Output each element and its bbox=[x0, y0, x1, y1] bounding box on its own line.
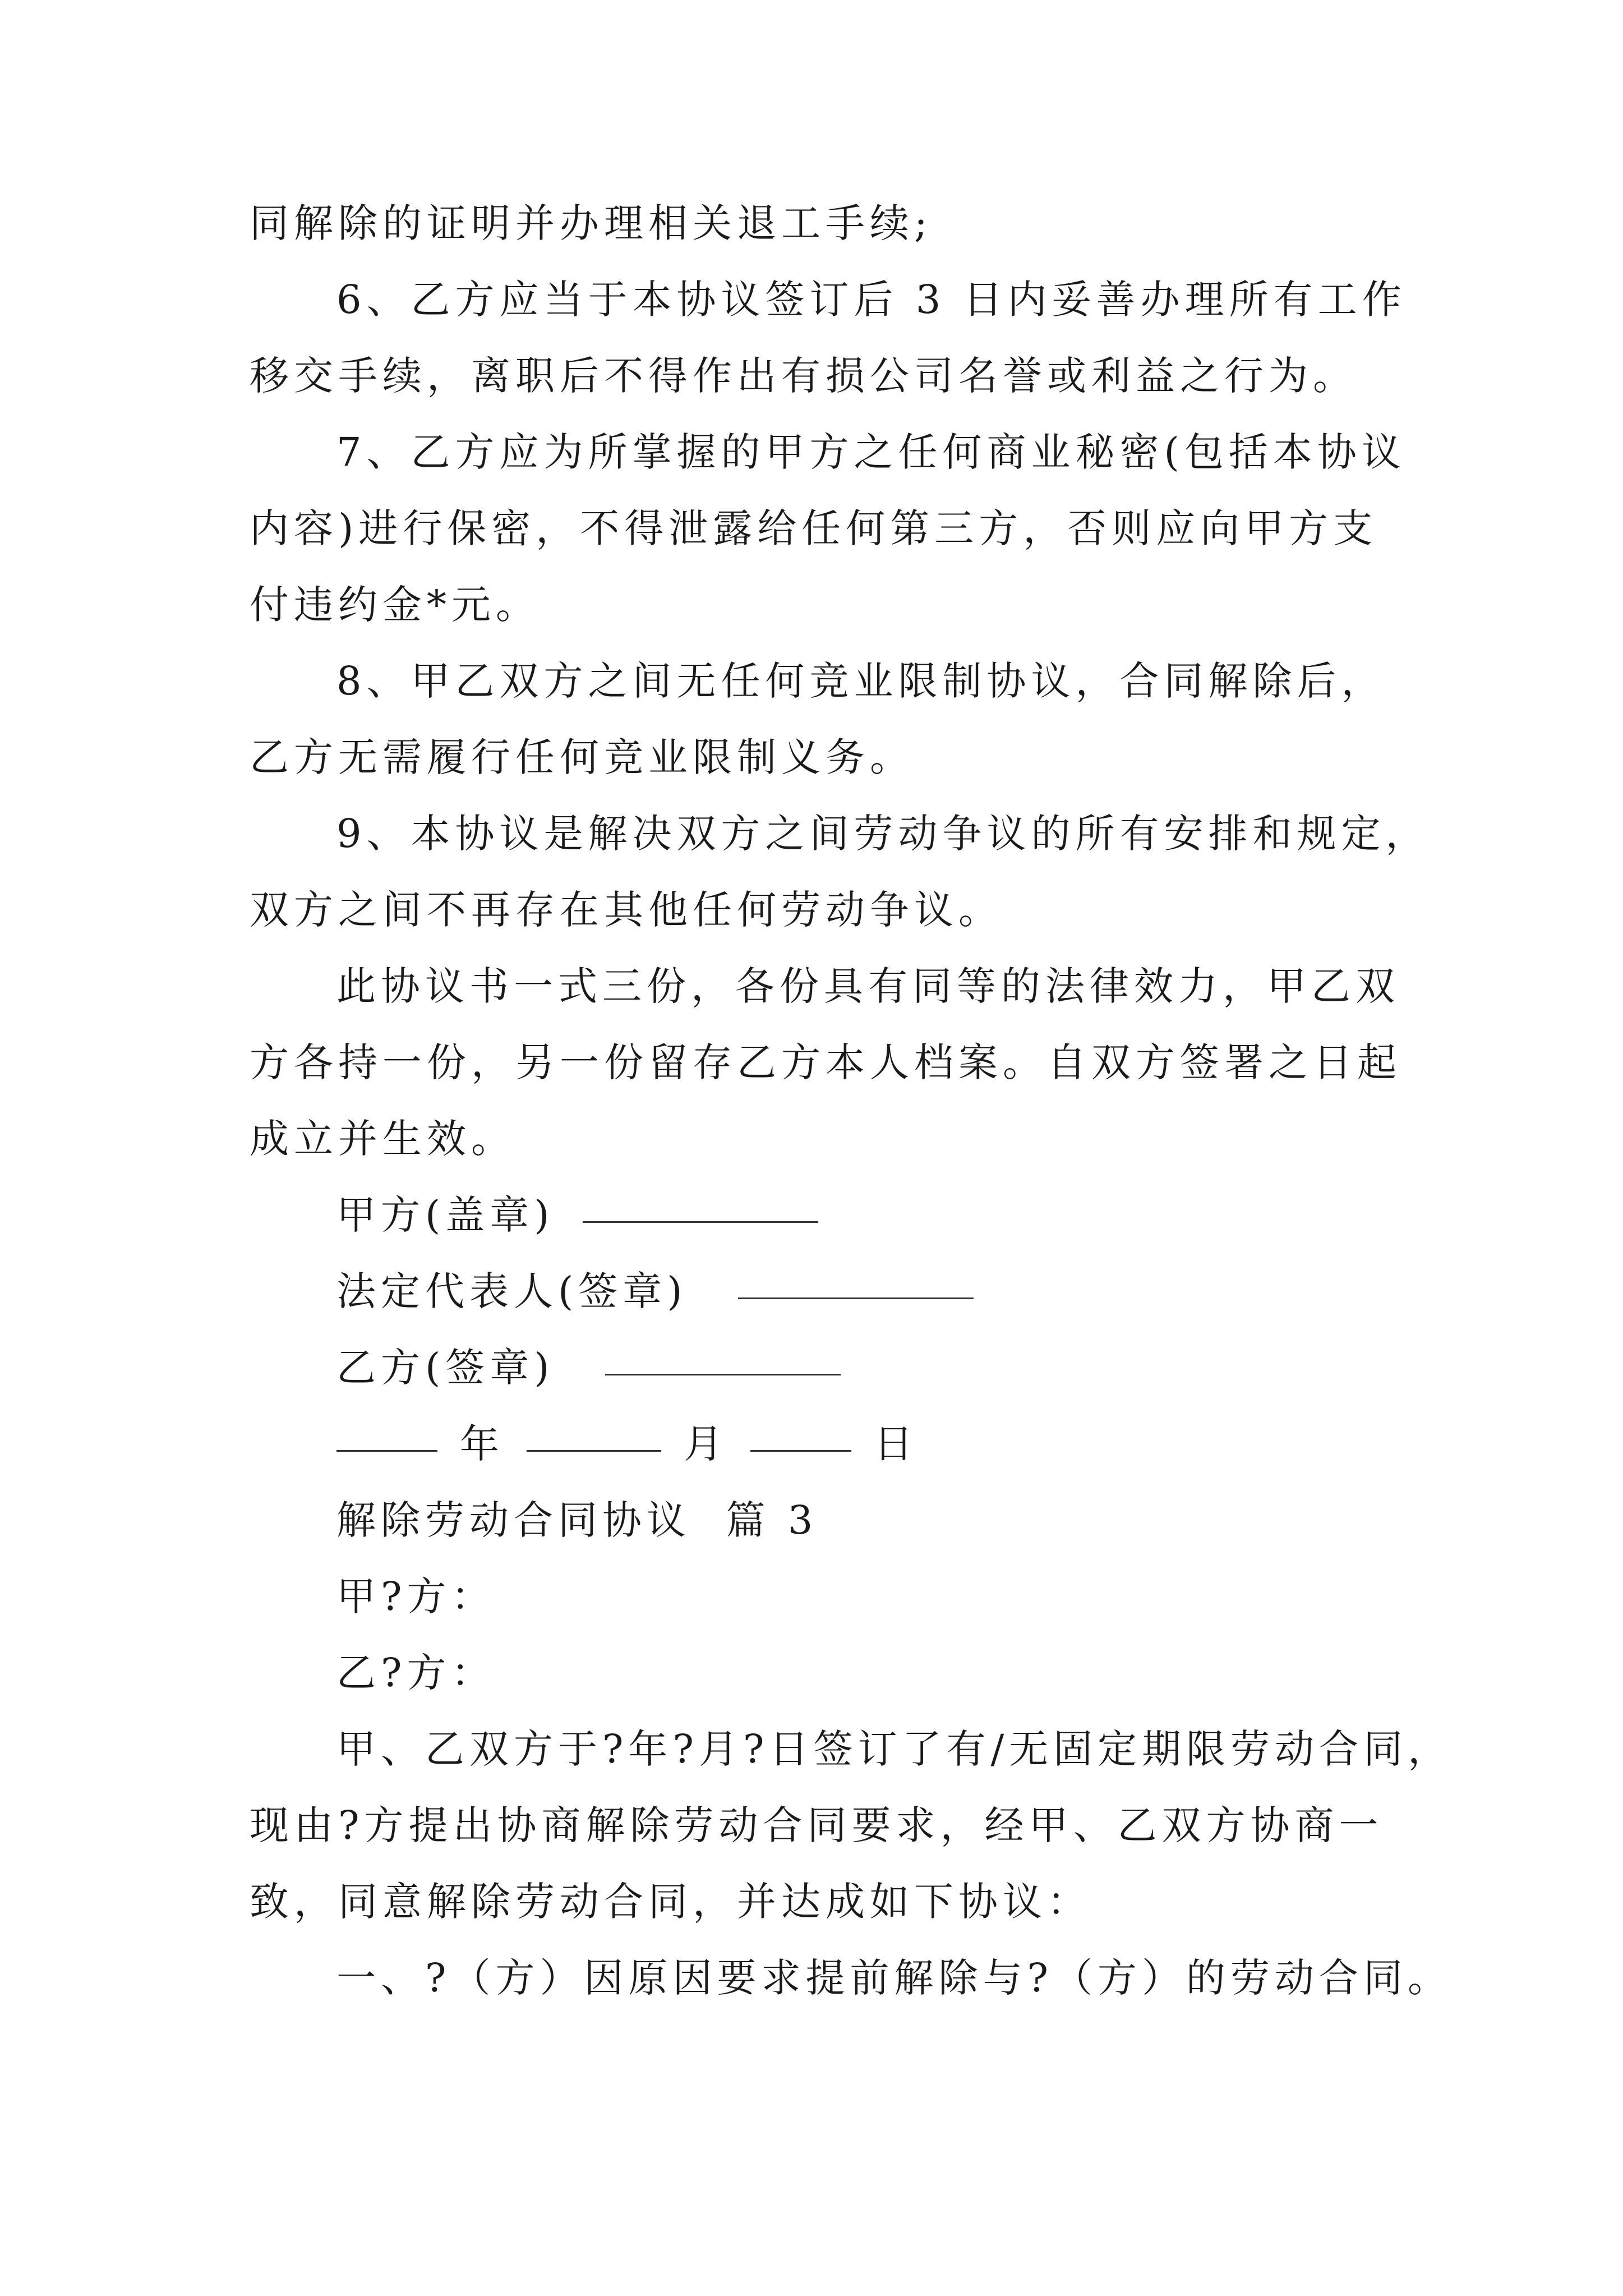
clause-7: 7、乙方应为所掌握的甲方之任何商业秘密(包括本协议 bbox=[336, 429, 1406, 475]
text-line: 同解除的证明并办理相关退工手续; bbox=[250, 200, 933, 246]
month-blank bbox=[527, 1411, 661, 1452]
signature-legal-rep bbox=[250, 1253, 1394, 1329]
signature-label: 法定代表人(签章) bbox=[336, 1268, 688, 1314]
signature-party-a bbox=[250, 1177, 1394, 1253]
copies-paragraph: 此协议书一式三份，各份具有同等的法律效力，甲乙双 bbox=[336, 963, 1400, 1009]
text-line: 成立并生效。 bbox=[250, 1116, 515, 1162]
year-blank bbox=[336, 1411, 437, 1452]
day-label: 日 bbox=[874, 1421, 918, 1467]
text-line: 方各持一份，另一份留存乙方本人档案。自双方签署之日起 bbox=[250, 1039, 1401, 1085]
text-line: 乙方无需履行任何竞业限制义务。 bbox=[250, 734, 914, 780]
month-label: 月 bbox=[684, 1421, 728, 1467]
section-heading: 解除劳动合同协议 篇 3 bbox=[336, 1497, 818, 1543]
text-line: 致，同意解除劳动合同，并达成如下协议： bbox=[250, 1879, 1091, 1925]
year-label: 年 bbox=[460, 1421, 504, 1467]
signature-label: 乙方(签章) bbox=[336, 1345, 555, 1391]
signature-blank bbox=[605, 1335, 841, 1375]
section-party-a: 甲?方： bbox=[336, 1573, 496, 1619]
text-line: 内容)进行保密，不得泄露给任何第三方，否则应向甲方支 bbox=[250, 505, 1378, 551]
section-party-b: 乙?方： bbox=[336, 1650, 496, 1696]
section-clause-1: 一、?（方）因原因要求提前解除与?（方）的劳动合同。 bbox=[336, 1955, 1453, 2001]
clause-6: 6、乙方应当于本协议签订后 3 日内妥善办理所有工作 bbox=[336, 277, 1407, 323]
text-line: 付违约金*元。 bbox=[250, 582, 540, 628]
document-body bbox=[250, 185, 1453, 2016]
day-blank bbox=[750, 1411, 851, 1452]
signature-blank bbox=[583, 1182, 818, 1223]
section-intro: 甲、乙双方于?年?月?日签订了有/无固定期限劳动合同， bbox=[336, 1726, 1453, 1772]
signature-blank bbox=[738, 1258, 974, 1299]
clause-8: 8、甲乙双方之间无任何竞业限制协议，合同解除后， bbox=[336, 658, 1386, 704]
text-line: 移交手续，离职后不得作出有损公司名誉或利益之行为。 bbox=[250, 353, 1357, 399]
clause-9: 9、本协议是解决双方之间劳动争议的所有安排和规定， bbox=[336, 811, 1430, 857]
text-line: 现由?方提出协商解除劳动合同要求，经甲、乙双方协商一 bbox=[250, 1802, 1384, 1848]
text-line: 双方之间不再存在其他任何劳动争议。 bbox=[250, 887, 1003, 933]
signature-label: 甲方(盖章) bbox=[336, 1192, 555, 1238]
date-line bbox=[250, 1406, 1394, 1482]
signature-party-b bbox=[250, 1329, 1394, 1406]
